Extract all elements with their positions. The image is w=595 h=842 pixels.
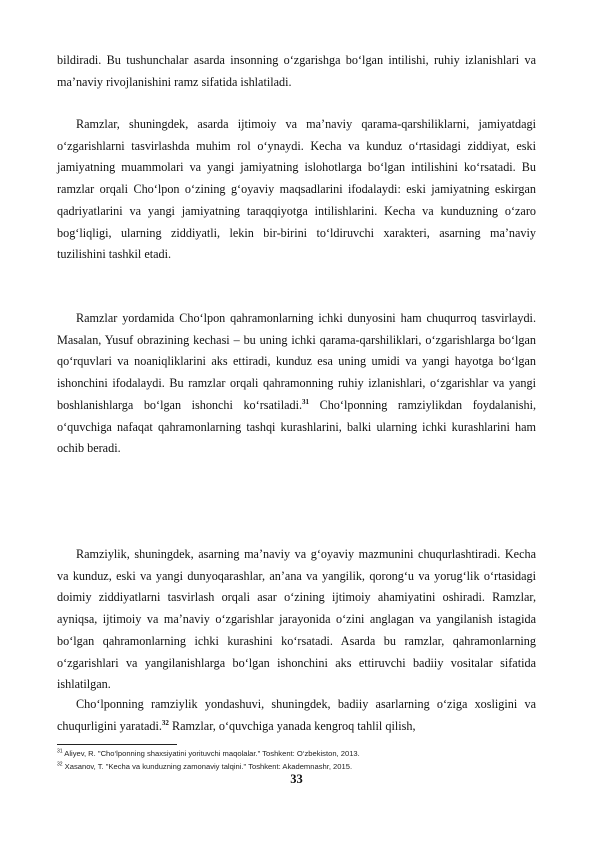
paragraph-3 [57,308,536,460]
paragraph-5-text: Cho‘lponning ramziylik yondashuvi, shuningdek, badiiy asarlarning o‘ziga xosligini va chuqurligini yaratadi. [57,697,536,733]
footnote-divider [57,744,177,745]
paragraph-3-text: Ramzlar yordamida Cho‘lpon qahramonlarning ichki dunyosini ham chuqurroq tasvirlaydi. Masalan, Yusuf obrazining kechasi – bu uning ichki qarama-qarshiliklari, o‘zgarishlarga bo‘lgan qo‘rquvlari va noaniqliklarini aks ettiradi, kunduz esa uning umidi va yangi hayotga bo‘lgan ishonchini ifodalaydi. Bu ramzlar orqali qahramonning ruhiy izlanishlari, o‘zgarishlar va yangi boshlanishlarga bo‘lgan ishonchi ko‘rsatiladi. [57,311,536,412]
footnote-text: Xasanov, T. "Kecha va kunduzning zamonaviy talqini." Toshkent: Akademnashr, 2015. [62,761,353,771]
paragraph-3-text-rest: Cho‘lponning ramziylikdan foydalanishi, o‘quvchiga nafaqat qahramonlarning tashqi kurashlarini, balki ularning ichki kurashlarini ham ochib beradi. [57,397,536,456]
paragraph-2: Ramzlar, shuningdek, asarda ijtimoiy va ma’naviy qarama-qarshiliklarni, jamiyatdagi o‘zgarishlarni tasvirlashda muhim rol o‘ynaydi. Kecha va kunduz o‘rtasidagi ziddiyat, eski jamiyatning muammolari va yangi jamiyatning islohotlarga bo‘lgan intilishini ko‘rsatadi. Bu ramzlar orqali Cho‘lpon o‘zining g‘oyaviy maqsadlarini ifodalaydi: eski jamiyatning eskirgan qadriyatlarini va yangi jamiyatning taraqqiyotga intilishlarini. Kecha va kunduzning o‘zaro bog‘liqligi, ularning ziddiyatli, lekin bir-birini to‘ldiruvchi xarakteri, asarning ma’naviy tuzilishini tashkil etadi. [57,117,536,262]
paragraph-1: bildiradi. Bu tushunchalar asarda insonning o‘zgarishga bo‘lgan intilishi, ruhiy izlanishlari va ma’naviy rivojlanishini ramz sifatida ishlatiladi. [57,53,536,89]
page-number: 33 [290,772,303,786]
footnote-text: Aliyev, R. "Cho‘lponning shaxsiyatini yorituvchi maqolalar." Toshkent: O‘zbekiston, 2013. [62,749,360,758]
paragraph-5-text-rest: Ramzlar, o‘quvchiga yanada kengroq tahlil qilish, [168,718,416,733]
paragraph-4: Ramziylik, shuningdek, asarning ma’naviy va g‘oyaviy mazmunini chuqurlashtiradi. Kecha va kunduz, eski va yangi dunyoqarashlar, an’ana va yangilik, qorong‘u va yorug‘lik o‘rtasidagi doimiy ziddiyatlarni tasvirlash orqali asar o‘zining ijtimoiy ahamiyatini oshiradi. Ramzlar, ayniqsa, ijtimoiy va ma’naviy o‘zgarishlar jarayonida o‘zini anglagan va yangilanish istagida bo‘lgan qahramonlarning ichki kurashini ko‘rsatadi. Asarda bu ramzlar, qahramonlarning o‘zgarishlari va yangilanishlarga bo‘lgan ishonchini aks ettiruvchi badiiy vositalar sifatida ishlatilgan. [57,547,536,692]
paragraph-5 [57,694,536,737]
footnote-number: 31 [57,748,63,755]
footnote-ref-31: 31 [302,397,310,406]
footnote-ref-32: 32 [161,718,169,727]
footnote-number: 32 [57,760,63,767]
footnote-31 [57,748,536,761]
footnotes [57,748,536,773]
